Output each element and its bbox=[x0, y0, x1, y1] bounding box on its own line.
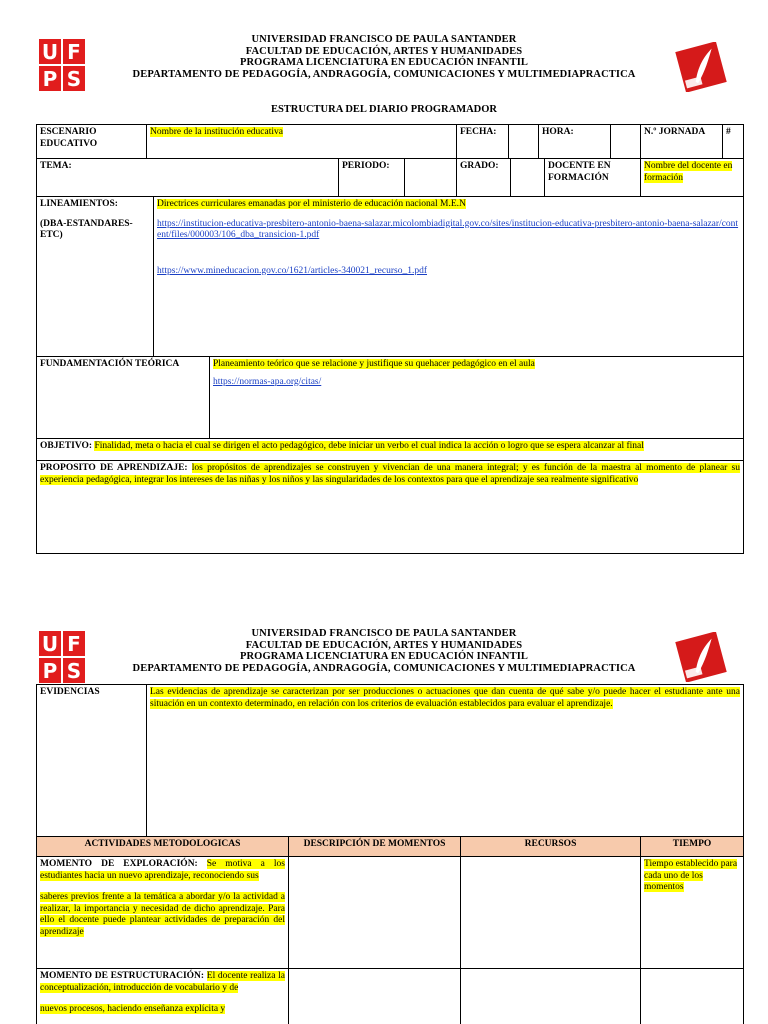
document-title: ESTRUCTURA DEL DIARIO PROGRAMADOR bbox=[270, 104, 498, 115]
periodo-label: PERIODO: bbox=[339, 159, 405, 197]
planner-table-page2 bbox=[36, 684, 744, 1024]
evidencias-label: EVIDENCIAS bbox=[37, 685, 147, 837]
estructuracion-text2: nuevos procesos, haciendo enseñanza explícita y bbox=[40, 1004, 226, 1014]
col-recursos: RECURSOS bbox=[461, 837, 641, 857]
university-name: UNIVERSIDAD FRANCISCO DE PAULA SANTANDER bbox=[251, 34, 517, 45]
svg-text:S: S bbox=[66, 659, 82, 683]
fecha-label: FECHA: bbox=[457, 125, 509, 159]
exploracion-cell bbox=[37, 857, 289, 969]
faculty-logo bbox=[672, 42, 730, 92]
docente-label: DOCENTE EN FORMACIÓN bbox=[545, 159, 641, 197]
svg-text:F: F bbox=[67, 632, 81, 656]
hora-value[interactable] bbox=[611, 125, 641, 159]
dba-link[interactable]: https://institucion-educativa-presbitero-antonio-baena-salazar.micolombiadigital.gov.co/sites/institucion-educativa-presbitero-antonio-baena-salazar/content/files/000003/106_dba_transicion-1.pdf bbox=[157, 218, 739, 240]
lineamientos-content bbox=[154, 197, 743, 357]
program-name: PROGRAMA LICENCIATURA EN EDUCACIÓN INFANTIL bbox=[239, 651, 528, 662]
grado-value[interactable] bbox=[511, 159, 545, 197]
svg-text:P: P bbox=[42, 659, 58, 683]
svg-text:P: P bbox=[42, 67, 58, 91]
lineamientos-text: Directrices curriculares emanadas por el ministerio de educación nacional M.E.N bbox=[157, 199, 466, 209]
hora-label: HORA: bbox=[539, 125, 611, 159]
evidencias-content bbox=[147, 685, 743, 837]
page2-header bbox=[0, 628, 768, 688]
col-tiempo: TIEMPO bbox=[641, 837, 743, 857]
fundamentacion-text: Planeamiento teórico que se relacione y justifique su quehacer pedagógico en el aula bbox=[213, 359, 535, 369]
tema-label: TEMA: bbox=[37, 159, 339, 197]
lineamientos-label: LINEAMIENTOS: bbox=[40, 199, 118, 209]
col-descripcion: DESCRIPCIÓN DE MOMENTOS bbox=[289, 837, 461, 857]
exploracion-text2: saberes previos frente a la temática a abordar y/o la actividad a realizar, la importancia y necesidad de dicho aprendizaje. Para ello el docente puede plantear actividades de preparación del aprendizaje bbox=[40, 892, 285, 937]
fecha-value[interactable] bbox=[509, 125, 539, 159]
evidencias-text: Las evidencias de aprendizaje se caracterizan por ser producciones o actuaciones que dan cuenta de qué sabe y/o puede hacer el estudiante ante una situación en un contexto determinado, en relación con los criterios de evaluación establecidos para evaluar el aprendizaje. bbox=[150, 687, 740, 709]
header-text bbox=[100, 34, 668, 80]
estructuracion-label: MOMENTO DE ESTRUCTURACIÓN: bbox=[40, 971, 205, 981]
ufps-logo bbox=[38, 38, 86, 92]
page1-header bbox=[0, 34, 768, 94]
proposito-text: los propósitos de aprendizajes se construyen y vivencian de una manera integral; y es función de la maestra al momento de planear su experiencia pedagógica, integrar los intereses de las niñas y los niños y las singularidades de los contextos para que el aprendizaje sea realmente significativo bbox=[40, 463, 740, 485]
fundamentacion-content bbox=[210, 357, 743, 439]
svg-text:S: S bbox=[66, 67, 82, 91]
planner-table-page1 bbox=[36, 124, 744, 554]
apa-link[interactable]: https://normas-apa.org/citas/ bbox=[213, 376, 322, 387]
exploracion-label: MOMENTO DE EXPLORACIÓN: bbox=[40, 859, 198, 869]
faculty-name: FACULTAD DE EDUCACIÓN, ARTES Y HUMANIDADES bbox=[245, 639, 523, 651]
lineamientos-label-cell bbox=[37, 197, 154, 357]
estructuracion-recursos[interactable] bbox=[461, 969, 641, 1024]
objetivo-row bbox=[37, 439, 743, 461]
objetivo-label: OBJETIVO: bbox=[40, 441, 93, 451]
svg-text:U: U bbox=[41, 40, 59, 64]
department-name: DEPARTAMENTO DE PEDAGOGÍA, ANDRAGOGÍA, COMUNICACIONES Y MULTIMEDIAPRACTICA bbox=[132, 662, 636, 674]
svg-text:F: F bbox=[67, 40, 81, 64]
exploracion-recursos[interactable] bbox=[461, 857, 641, 969]
exploracion-tiempo bbox=[641, 857, 743, 969]
exploracion-text1: Se motiva a los estudiantes hacia un nuevo aprendizaje, reconociendo sus bbox=[40, 859, 285, 881]
estructuracion-descripcion[interactable] bbox=[289, 969, 461, 1024]
header-text bbox=[100, 628, 668, 674]
escenario-label: ESCENARIO EDUCATIVO bbox=[37, 125, 147, 159]
svg-text:U: U bbox=[41, 632, 59, 656]
estructuracion-cell bbox=[37, 969, 289, 1024]
fundamentacion-label: FUNDAMENTACIÓN TEÓRICA bbox=[37, 357, 210, 439]
proposito-row bbox=[37, 461, 743, 553]
docente-value-text: Nombre del docente en formación bbox=[644, 161, 733, 183]
university-name: UNIVERSIDAD FRANCISCO DE PAULA SANTANDER bbox=[251, 628, 517, 639]
estructuracion-tiempo[interactable] bbox=[641, 969, 743, 1024]
tiempo-text: Tiempo establecido para cada uno de los momentos bbox=[644, 859, 738, 892]
escenario-value[interactable] bbox=[147, 125, 457, 159]
proposito-label: PROPOSITO DE APRENDIZAJE: bbox=[40, 463, 188, 473]
docente-value[interactable] bbox=[641, 159, 743, 197]
department-name: DEPARTAMENTO DE PEDAGOGÍA, ANDRAGOGÍA, COMUNICACIONES Y MULTIMEDIAPRACTICA bbox=[132, 68, 636, 80]
objetivo-text: Finalidad, meta o hacia el cual se dirigen el acto pedagógico, debe iniciar un verbo el cual indica la acción o logro que se espera alcanzar al final bbox=[94, 441, 644, 451]
jornada-label: N.º JORNADA bbox=[641, 125, 723, 159]
mineducacion-link[interactable]: https://www.mineducacion.gov.co/1621/articles-340021_recurso_1.pdf bbox=[157, 265, 427, 276]
exploracion-descripcion[interactable] bbox=[289, 857, 461, 969]
faculty-name: FACULTAD DE EDUCACIÓN, ARTES Y HUMANIDADES bbox=[245, 45, 523, 57]
grado-label: GRADO: bbox=[457, 159, 511, 197]
col-actividades: ACTIVIDADES METODOLOGICAS bbox=[37, 837, 289, 857]
ufps-logo bbox=[38, 630, 86, 684]
faculty-logo bbox=[672, 632, 730, 682]
estructuracion-text1: El docente realiza la conceptualización, introducción de vocabulario y de bbox=[40, 971, 286, 993]
escenario-value-text: Nombre de la institución educativa bbox=[150, 127, 283, 137]
program-name: PROGRAMA LICENCIATURA EN EDUCACIÓN INFANTIL bbox=[239, 57, 528, 68]
jornada-hash: # bbox=[723, 125, 743, 159]
periodo-value[interactable] bbox=[405, 159, 457, 197]
dba-label: (DBA-ESTANDARES-ETC) bbox=[40, 218, 133, 240]
